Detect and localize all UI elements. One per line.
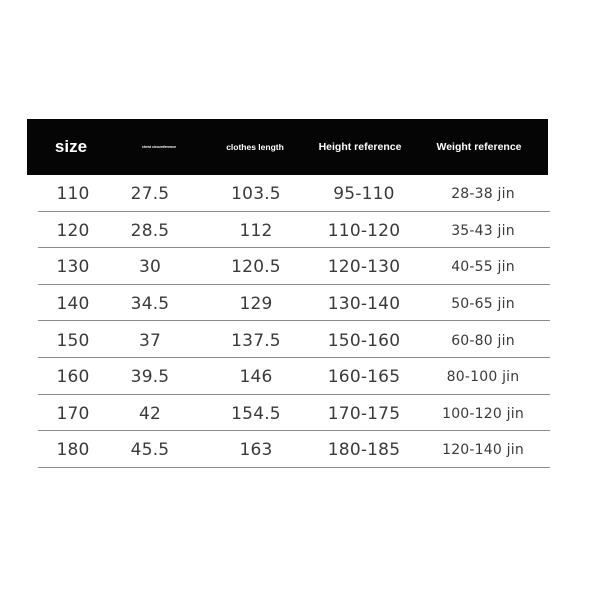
table-row [27,175,548,212]
table-row [27,321,548,358]
cell-height: 110-120 [327,220,401,241]
header-length: clothes length [226,142,284,152]
cell-size: 120 [56,220,90,241]
cell-height: 160-165 [327,367,401,388]
cell-chest: 45.5 [130,440,170,461]
cell-size: 110 [56,184,90,205]
cell-chest: 28.5 [130,220,170,241]
table-row [27,212,548,249]
header-chest: chest circumference [141,145,177,149]
cell-chest: 30 [138,257,162,278]
cell-height: 130-140 [327,294,401,315]
table-row [27,431,548,468]
cell-chest: 37 [138,330,162,351]
cell-weight: 60-80 jin [451,332,515,349]
cell-length: 112 [239,220,273,241]
size-chart-table [27,119,548,468]
cell-length: 146 [239,367,273,388]
table-header [27,119,548,175]
cell-size: 180 [56,440,90,461]
cell-length: 137.5 [231,330,281,351]
cell-weight: 80-100 jin [446,369,520,386]
row-divider [38,467,550,468]
cell-height: 95-110 [333,184,395,205]
cell-weight: 28-38 jin [451,186,515,203]
table-row [27,248,548,285]
cell-chest: 42 [138,403,162,424]
cell-weight: 100-120 jin [442,405,524,422]
cell-size: 140 [56,294,90,315]
header-height: Height reference [318,141,402,153]
cell-length: 163 [239,440,273,461]
cell-size: 170 [56,403,90,424]
cell-height: 170-175 [327,403,401,424]
cell-height: 180-185 [327,440,401,461]
cell-length: 103.5 [231,184,281,205]
header-size: size [54,137,88,156]
cell-weight: 120-140 jin [442,442,524,459]
cell-length: 154.5 [231,403,281,424]
cell-size: 150 [56,330,90,351]
cell-size: 160 [56,367,90,388]
header-weight: Weight reference [436,141,522,153]
table-row [27,395,548,432]
cell-height: 120-130 [327,257,401,278]
cell-chest: 34.5 [130,294,170,315]
table-row [27,285,548,322]
cell-chest: 27.5 [130,184,170,205]
cell-weight: 40-55 jin [451,259,515,276]
cell-chest: 39.5 [130,367,170,388]
table-row [27,358,548,395]
cell-length: 129 [239,294,273,315]
cell-height: 150-160 [327,330,401,351]
cell-weight: 35-43 jin [451,222,515,239]
cell-size: 130 [56,257,90,278]
cell-length: 120.5 [231,257,281,278]
cell-weight: 50-65 jin [451,296,515,313]
